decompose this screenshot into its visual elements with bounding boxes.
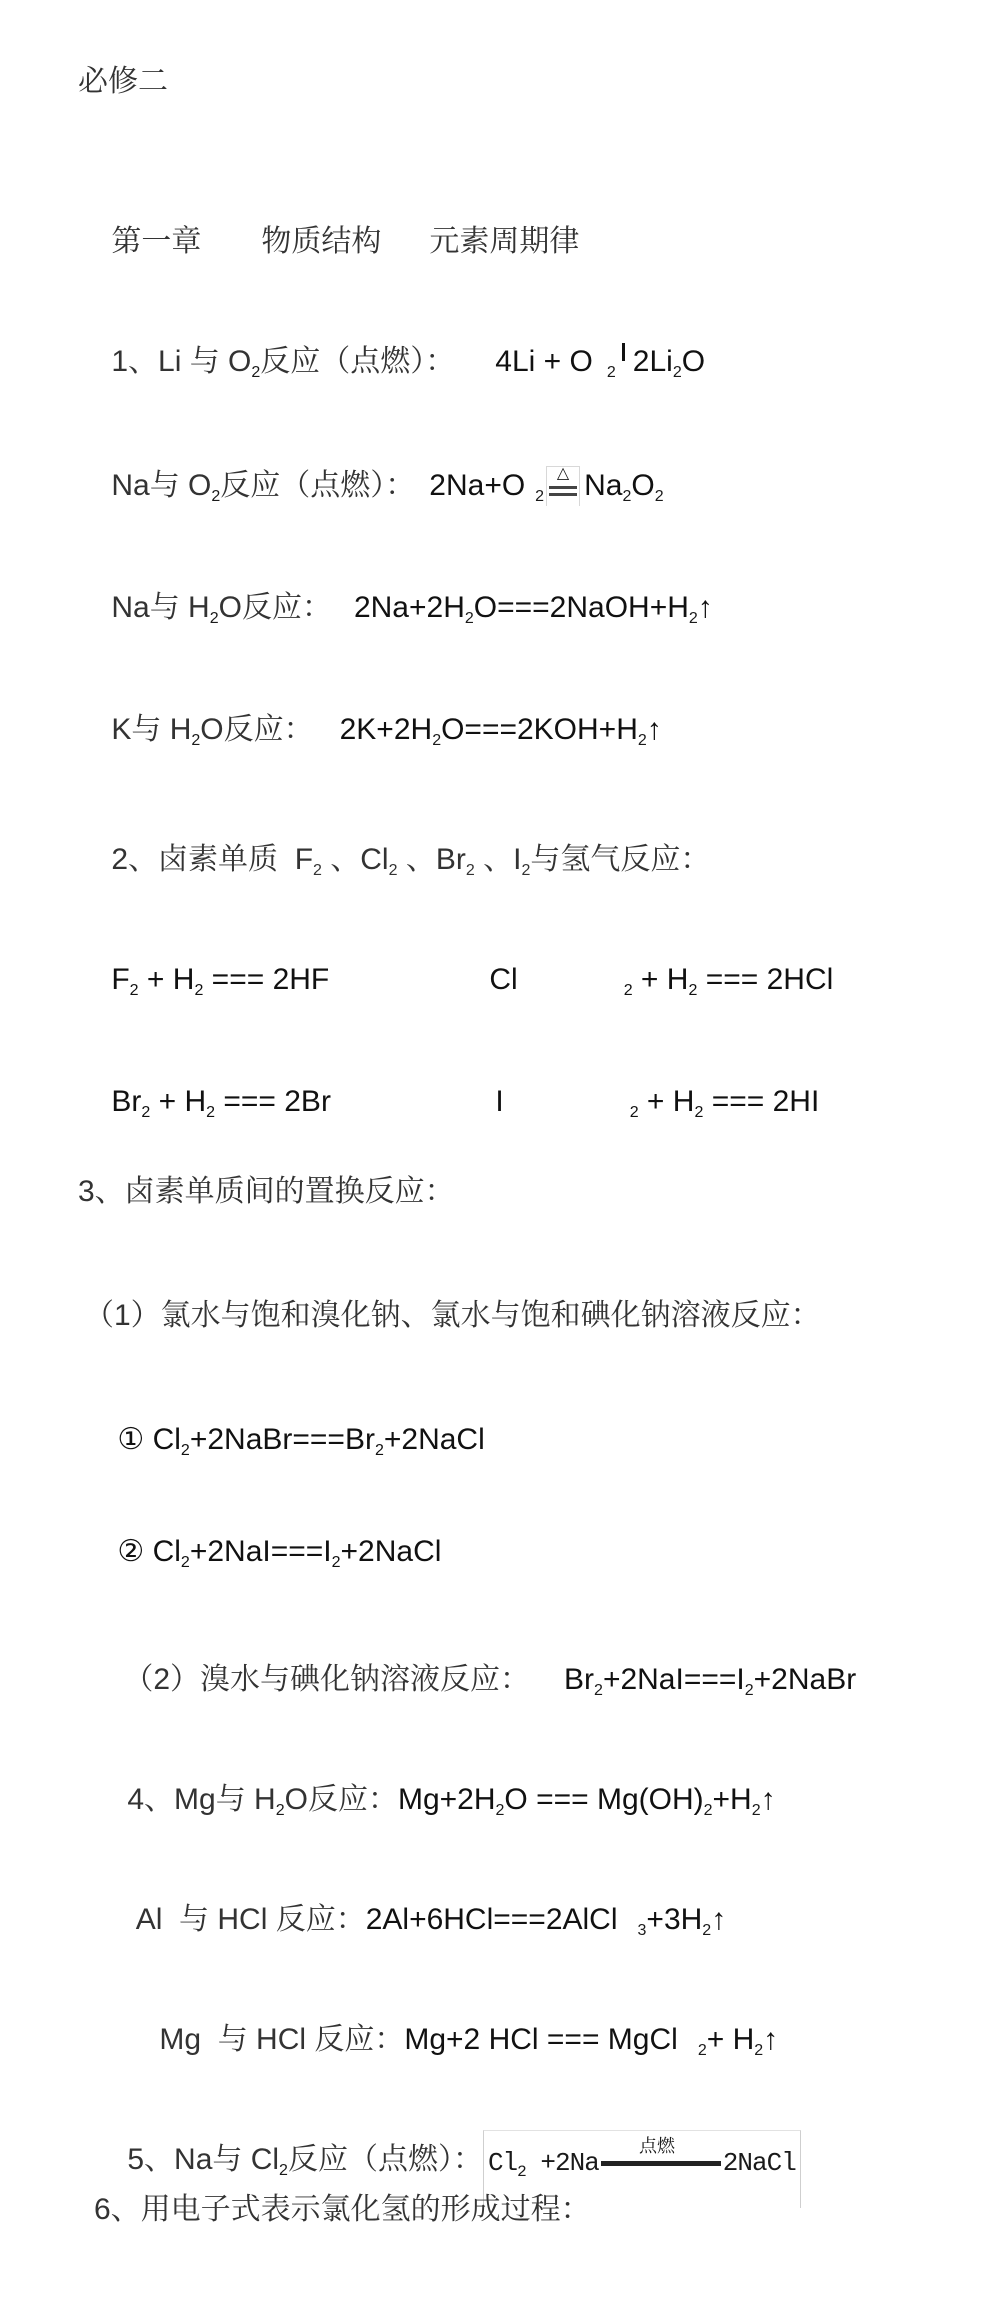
subscript: 2: [129, 982, 139, 999]
section-displacement: 3、卤素单质间的置换反应：: [78, 1175, 455, 1208]
equation-part: Cl: [144, 1535, 181, 1568]
subscript: 2: [594, 1682, 603, 1699]
reaction-cl2-h2: [456, 920, 834, 999]
equation-part: O===2NaOH+H: [473, 591, 689, 624]
equation-part: +2NaCl: [383, 1423, 485, 1456]
reaction-br2-h2: [78, 1042, 331, 1121]
reaction-f2-h2: [78, 920, 330, 999]
equation-left: 2Na+O: [429, 469, 526, 502]
equation-part: F: [111, 963, 130, 996]
equation-right: Na: [584, 469, 623, 502]
gas-arrow-icon: ↑: [646, 713, 662, 746]
heat-triangle-icon: △: [556, 465, 570, 482]
subsection-label: （2）溴水与碘化钠溶液反应：: [123, 1663, 531, 1696]
reaction-i2-h2: [462, 1042, 820, 1121]
equation-part: 2NaCl: [722, 2148, 796, 2178]
reaction-condition: 点燃: [638, 2136, 675, 2157]
subscript: 2: [702, 1922, 712, 1939]
subscript: 2: [194, 982, 204, 999]
subscript: 2: [279, 2162, 288, 2179]
subscript: 2: [211, 488, 221, 505]
reaction-mg-h2o: [94, 1740, 776, 1819]
gas-arrow-icon: ↑: [760, 1783, 776, 1816]
heat-condition-box: [546, 466, 580, 506]
equals-line: [549, 486, 577, 489]
subscript: 2: [751, 1802, 761, 1819]
reaction-cl2-nabr: [84, 1380, 485, 1459]
reaction-label: Al 与 HCl 反应：: [135, 1903, 366, 1936]
equation-part: +2NaI===I: [189, 1535, 332, 1568]
reaction-li-o2: [78, 302, 706, 381]
subscript: 2: [465, 862, 475, 879]
subscript: 2: [191, 732, 201, 749]
subsection-1: （1）氯水与饱和溴化钠、氯水与饱和碘化钠溶液反应：: [84, 1299, 821, 1332]
subscript: 3: [637, 1922, 647, 1939]
equation-part: Cl: [489, 963, 518, 996]
section-halogen-hydrogen: [78, 800, 711, 879]
equation-part: +2NaI===I: [602, 1663, 745, 1696]
equation-part: + H: [138, 963, 195, 996]
subscript: 2: [703, 1802, 713, 1819]
chapter-label: 第一章: [111, 225, 202, 258]
equation-part: + H: [632, 963, 689, 996]
reaction-label: K与 H: [111, 713, 192, 746]
heading-part: 与氢气反应：: [530, 843, 711, 876]
subscript: 2: [694, 1104, 704, 1121]
subscript: 2: [688, 982, 698, 999]
reaction-desc: 反应（点燃）：: [260, 345, 456, 378]
equation-part: === 2HCl: [697, 963, 834, 996]
reaction-cl2-nai: [84, 1492, 442, 1571]
subscript: 2: [654, 488, 664, 505]
equation-part: I: [495, 1085, 504, 1118]
equation-part: 2Na+2H: [353, 591, 465, 624]
subscript: 2: [209, 610, 219, 627]
subscript: 2: [251, 364, 261, 381]
equation-part: Br: [564, 1663, 595, 1696]
equation-part: + H: [150, 1085, 207, 1118]
subscript: 2: [141, 1104, 151, 1121]
reaction-label: 5、Na与 Cl: [127, 2143, 280, 2176]
equation-part: +2Na: [525, 2148, 599, 2178]
equation-part: Cl: [487, 2148, 518, 2178]
equation-part: 2K+2H: [339, 713, 433, 746]
equation-part: +2NaCl: [340, 1535, 442, 1568]
subscript: 2: [623, 982, 633, 999]
chapter-part1: 物质结构: [261, 225, 382, 258]
reaction-desc: O反应：: [200, 713, 314, 746]
equation-part: Br: [111, 1085, 142, 1118]
reaction-label: Na与 H: [111, 591, 210, 624]
subscript: 2: [495, 1802, 505, 1819]
reaction-al-hcl: [104, 1860, 727, 1939]
subscript: 2: [180, 1554, 190, 1571]
subscript: 2: [672, 364, 682, 381]
equation-right: 2Li: [632, 345, 673, 378]
gas-arrow-icon: ↑: [763, 2023, 779, 2056]
gas-arrow-icon: ↑: [711, 1903, 727, 1936]
reaction-k-h2o: [78, 670, 662, 749]
equation-part: O === Mg(OH): [504, 1783, 704, 1816]
subscript: 2: [744, 1682, 754, 1699]
reaction-na-cl2: [94, 2100, 801, 2181]
subscript: 2: [464, 610, 474, 627]
equation-part: Mg+2 HCl === MgCl: [404, 2023, 678, 2056]
subscript: 2: [535, 488, 545, 505]
gas-arrow-icon: ↑: [697, 591, 713, 624]
reaction-label: Mg 与 HCl 反应：: [159, 2023, 405, 2056]
reaction-label: Na与 O: [111, 469, 212, 502]
subscript: 2: [313, 862, 322, 879]
document-title: 必修二: [78, 65, 168, 98]
equation-part: +2NaBr: [753, 1663, 857, 1696]
subsection-2: [90, 1620, 857, 1699]
reaction-na-o2: [78, 426, 664, 505]
reaction-label: 4、Mg与 H: [127, 1783, 276, 1816]
equation-part: === 2Br: [215, 1085, 331, 1118]
reaction-arrow-icon: [622, 343, 625, 361]
equation-left: 4Li + O: [495, 345, 593, 378]
heading-part: 、I: [474, 843, 522, 876]
heading-part: 、Cl: [321, 843, 389, 876]
subscript: 2: [374, 1442, 384, 1459]
subscript: 2: [521, 862, 531, 879]
subscript: 2: [629, 1104, 639, 1121]
subscript: 2: [697, 2042, 707, 2059]
equation-part: 2Al+6HCl===2AlCl: [365, 1903, 618, 1936]
equation-part: + H: [638, 1085, 695, 1118]
circled-number-1: ①: [117, 1423, 145, 1456]
equation-part: === 2HI: [703, 1085, 820, 1118]
subscript: 2: [754, 2042, 764, 2059]
subscript: 2: [622, 488, 632, 505]
subscript: 2: [637, 732, 647, 749]
equation-part: +H: [712, 1783, 752, 1816]
subscript: 2: [432, 732, 442, 749]
reaction-desc: O反应：: [284, 1783, 398, 1816]
circled-number-2: ②: [117, 1535, 145, 1568]
chapter-heading: [78, 182, 580, 258]
reaction-label: 1、Li 与 O: [111, 345, 252, 378]
equation-part: + H: [706, 2023, 755, 2056]
equation-part: Mg+2H: [397, 1783, 496, 1816]
equation-part: O===2KOH+H: [441, 713, 638, 746]
subscript: 2: [388, 862, 398, 879]
section-hcl-electron-formula: 6、用电子式表示氯化氢的形成过程：: [94, 2193, 591, 2226]
subscript: 2: [517, 2163, 526, 2181]
heading-part: 2、卤素单质 F: [111, 843, 314, 876]
equation-part: === 2HF: [203, 963, 330, 996]
equation-right-tail: O: [631, 469, 655, 502]
reaction-na-h2o: [78, 548, 713, 627]
reaction-desc: 反应（点燃）：: [220, 469, 416, 502]
subscript: 2: [606, 364, 616, 381]
equals-line: [549, 493, 577, 496]
equation-right-tail: O: [681, 345, 706, 378]
heading-part: 、Br: [397, 843, 466, 876]
equation-part: +2NaBr===Br: [189, 1423, 375, 1456]
reaction-mg-hcl: [126, 1980, 779, 2059]
subscript: 2: [275, 1802, 285, 1819]
subscript: 2: [206, 1104, 216, 1121]
equation-part: +3H: [646, 1903, 703, 1936]
equation-part: Cl: [144, 1423, 181, 1456]
subscript: 2: [331, 1554, 341, 1571]
subscript: 2: [688, 610, 698, 627]
subscript: 2: [180, 1442, 190, 1459]
reaction-desc: O反应：: [218, 591, 332, 624]
reaction-desc: 反应（点燃）：: [287, 2143, 483, 2176]
chapter-part2: 元素周期律: [429, 225, 580, 258]
